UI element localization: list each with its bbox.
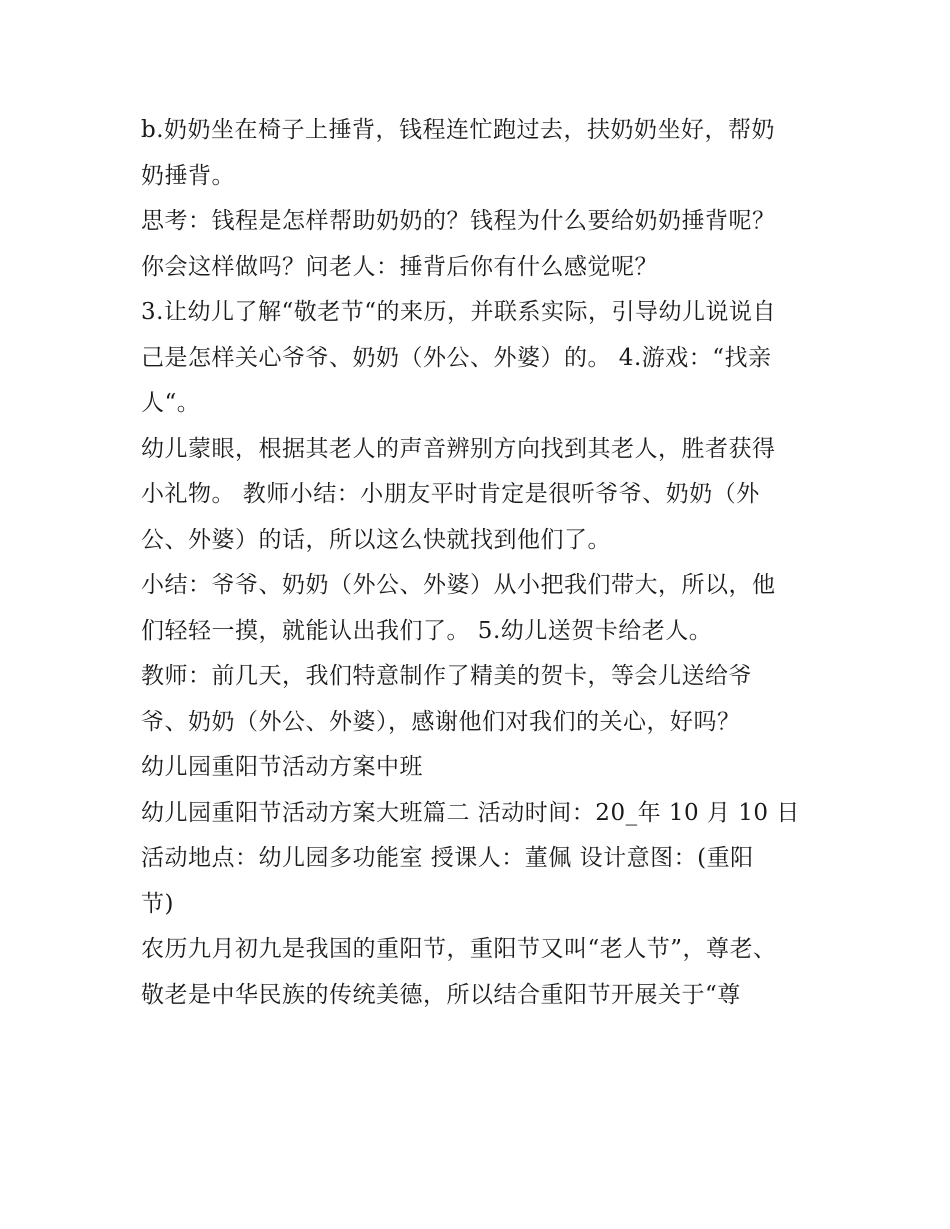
text-line: 小礼物。 教师小结：小朋友平时肯定是很听爷爷、奶奶（外 [141, 481, 760, 507]
text-line: 奶捶背。 [141, 162, 235, 189]
document-body [141, 108, 821, 1018]
text-line: 公、外婆）的话，所以这么快就找到他们了。 [141, 526, 611, 553]
text-line: 幼儿蒙眼，根据其老人的声音辨别方向找到其老人，胜者获得 [141, 435, 776, 462]
text-line: 敬老是中华民族的传统美德，所以结合重阳节开展关于“尊 [141, 981, 741, 1008]
text-line: 们轻轻一摸，就能认出我们了。 5.幼儿送贺卡给老人。 [141, 617, 713, 644]
text-line: b.奶奶坐在椅子上捶背，钱程连忙跑过去，扶奶奶坐好，帮奶 [141, 117, 776, 143]
text-line: 你会这样做吗？问老人：捶背后你有什么感觉呢？ [141, 253, 658, 280]
text-line: 活动地点：幼儿园多功能室 授课人：董佩 设计意图：(重阳 [141, 845, 754, 871]
text-line: 农历九月初九是我国的重阳节，重阳节又叫“老人节”，尊老、 [141, 936, 777, 962]
text-line: 己是怎样关心爷爷、奶奶（外公、外婆）的。 4.游戏：“找亲 [141, 344, 772, 371]
text-line: 3.让幼儿了解“敬老节“的来历，并联系实际，引导幼儿说说自 [141, 299, 776, 325]
text-line: 节) [141, 890, 174, 917]
text-line: 思考：钱程是怎样帮助奶奶的？钱程为什么要给奶奶捶背呢？ [141, 208, 776, 234]
text-line: 爷、奶奶（外公、外婆），感谢他们对我们的关心，好吗？ [141, 708, 741, 735]
text-line: 幼儿园重阳节活动方案大班篇二 活动时间：20_年 10 月 10 日 [141, 799, 800, 826]
section-title: 幼儿园重阳节活动方案中班 [141, 754, 423, 780]
text-line: 教师：前几天，我们特意制作了精美的贺卡，等会儿送给爷 [141, 663, 752, 689]
text-line: 小结：爷爷、奶奶（外公、外婆）从小把我们带大，所以，他 [141, 572, 776, 598]
text-line: 人“。 [141, 390, 201, 416]
